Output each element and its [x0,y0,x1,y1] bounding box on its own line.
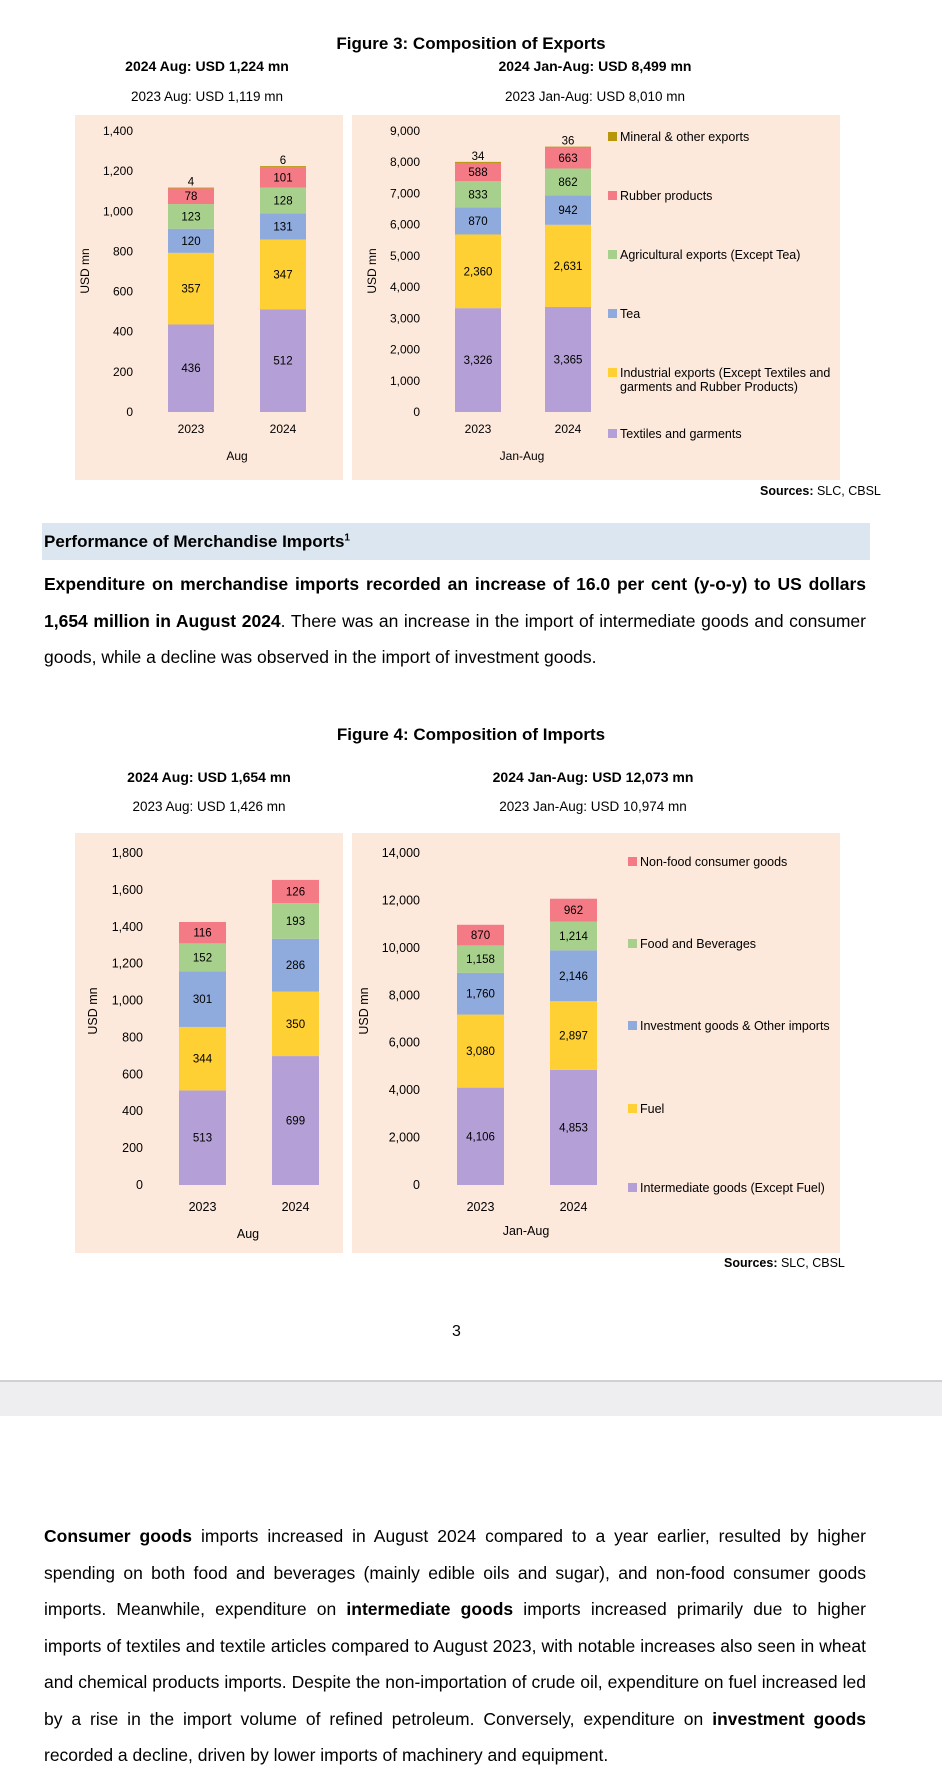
data-label: 152 [192,952,213,965]
data-label: 131 [273,221,293,234]
data-label: 101 [273,172,293,185]
exports-janaug-chart [352,115,840,480]
data-label: 350 [285,1018,306,1031]
data-label: 1,760 [466,988,495,1001]
y-tick-label: 6,000 [388,1035,420,1050]
legend-swatch [608,368,617,377]
data-label: 286 [285,960,306,973]
data-label: 126 [285,886,306,899]
data-label: 870 [468,215,488,228]
section-heading-bar [42,523,870,560]
y-tick-label: 2,000 [389,342,420,357]
data-label: 833 [468,189,488,202]
y-tick-label: 1,800 [111,846,143,860]
x-axis-label: Aug [236,1227,260,1241]
y-tick-label: 800 [122,1030,143,1045]
figure4-sources: Sources: SLC, CBSL [724,1256,845,1270]
x-tick-label: 2024 [269,422,297,436]
y-tick-label: 6,000 [389,217,420,232]
data-label: 2,631 [553,260,583,273]
legend-label: Textiles and garments [620,427,742,441]
data-label: 301 [192,994,213,1007]
data-label: 344 [192,1053,213,1066]
x-tick-label: 2023 [177,422,205,436]
page-separator [0,1380,942,1416]
data-label: 862 [558,176,578,189]
figure3-sources: Sources: SLC, CBSL [760,484,881,498]
y-tick-label: 0 [136,1178,143,1192]
data-label: 36 [561,135,575,148]
x-tick-label: 2023 [466,1200,495,1214]
data-label: 128 [273,195,293,208]
y-tick-label: 1,200 [111,956,143,971]
figure3-left-subheader: 2023 Aug: USD 1,119 mn [130,89,284,104]
data-label: 6 [279,155,287,168]
data-label: 870 [470,930,491,943]
y-tick-label: 400 [122,1104,143,1119]
x-tick-label: 2023 [188,1200,217,1214]
legend-swatch [608,429,617,438]
data-label: 699 [285,1115,306,1128]
y-tick-label: 8,000 [389,155,420,170]
legend-label: Rubber products [620,189,713,203]
y-tick-label: 0 [413,1178,420,1192]
figure4-title: Figure 4: Composition of Imports [336,725,606,744]
legend-item [608,366,850,394]
y-tick-label: 8,000 [388,988,420,1003]
exports-aug-chart [75,115,345,480]
legend-item [628,855,830,869]
data-label: 512 [273,355,293,368]
data-label: 2,360 [463,266,493,279]
y-tick-label: 400 [112,324,133,339]
data-label: 962 [563,905,584,918]
x-tick-label: 2024 [281,1200,310,1214]
legend-swatch [608,309,617,318]
legend-label: Intermediate goods (Except Fuel) [640,1181,825,1195]
data-label: 120 [181,235,201,248]
data-label: 2,146 [559,970,588,983]
legend-item [608,189,850,203]
legend-label: Non-food consumer goods [640,855,788,869]
y-tick-label: 14,000 [381,846,420,860]
y-tick-label: 4,000 [388,1083,420,1098]
legend-swatch [608,250,617,259]
legend-item [628,937,830,951]
data-label: 4,853 [559,1122,588,1135]
data-label: 116 [193,927,212,940]
data-label: 2,897 [559,1030,588,1043]
data-label: 123 [181,211,201,224]
data-label: 3,326 [463,355,493,368]
y-axis-label: USD mn [365,248,379,294]
legend-label: Agricultural exports (Except Tea) [620,248,801,262]
data-label: 942 [558,205,578,218]
legend-item [628,1019,830,1033]
y-tick-label: 1,400 [111,919,143,934]
y-tick-label: 3,000 [389,311,420,326]
y-tick-label: 1,000 [102,204,133,219]
imports-aug-chart [75,833,345,1253]
data-label: 4 [187,176,195,189]
legend-label: Investment goods & Other imports [640,1019,830,1033]
y-tick-label: 9,000 [389,124,420,138]
y-tick-label: 1,400 [102,124,133,138]
y-axis-label: USD mn [78,248,92,294]
y-tick-label: 200 [112,364,133,379]
figure4-left-subheader: 2023 Aug: USD 1,426 mn [132,799,286,814]
y-axis-label: USD mn [357,987,371,1035]
y-tick-label: 12,000 [381,893,420,908]
x-axis-label: Jan-Aug [499,449,545,463]
figure3-left-header: 2024 Aug: USD 1,224 mn [125,58,289,74]
data-label: 436 [181,363,201,376]
y-tick-label: 600 [122,1067,143,1082]
y-tick-label: 10,000 [381,940,420,955]
y-tick-label: 0 [413,405,420,419]
x-tick-label: 2023 [464,422,492,436]
y-tick-label: 1,000 [389,373,420,388]
legend-swatch [628,939,637,948]
y-axis-label: USD mn [86,987,100,1035]
legend-item [628,1102,830,1116]
data-label: 663 [558,153,578,166]
data-label: 78 [184,191,198,204]
page-number: 3 [452,1323,461,1340]
figure4-left-header: 2024 Aug: USD 1,654 mn [127,769,291,785]
y-tick-label: 1,200 [102,164,133,179]
legend-swatch [628,857,637,866]
legend-item [608,427,850,441]
imports-summary-paragraph: Expenditure on merchandise imports recorded an increase of 16.0 per cent (y-o-y) to US dollars 1,654 million in August 2024. There was an increase in the import of intermediate goods and consumer goods, while a decline was observed in the import of investment goods. [44,574,866,667]
legend-label: Fuel [640,1102,665,1116]
data-label: 4,106 [466,1131,495,1144]
data-label: 1,214 [559,930,588,943]
x-tick-label: 2024 [554,422,582,436]
legend-item [608,248,850,262]
imports-detail-paragraph: Consumer goods imports increased in August 2024 compared to a year earlier, resulted by higher spending on both food and beverages (mainly edible oils and sugar), and non-food consumer goods imports. Meanwhile, expenditure on intermediate goods imports increased primarily due to higher imports of textiles and textile articles compared to August 2023, with notable increases also seen in wheat and chemical products imports. Despite the non-importation of crude oil, expenditure on fuel increased led by a rise in the import volume of refined petroleum. Conversely, expenditure on investment goods recorded a decline, driven by lower imports of machinery and equipment. [44,1526,867,1765]
legend-swatch [628,1183,637,1192]
legend-swatch [628,1104,637,1113]
y-tick-label: 2,000 [388,1130,420,1145]
y-tick-label: 1,000 [111,993,143,1008]
figure3-right-header: 2024 Jan-Aug: USD 8,499 mn [498,58,692,74]
data-label: 513 [192,1132,213,1145]
legend-item [608,130,850,144]
data-label: 3,080 [466,1046,495,1059]
y-tick-label: 600 [112,284,133,299]
legend-swatch [608,132,617,141]
legend-swatch [628,1021,637,1030]
y-tick-label: 4,000 [389,280,420,295]
y-tick-label: 200 [122,1141,143,1156]
data-label: 193 [285,915,306,928]
y-tick-label: 800 [112,244,133,259]
data-label: 34 [471,150,485,163]
y-tick-label: 0 [126,405,133,419]
data-label: 3,365 [553,354,583,367]
legend-label: Industrial exports (Except Textiles and garments and Rubber Products) [620,366,831,394]
data-label: 588 [468,167,488,180]
figure4-right-subheader: 2023 Jan-Aug: USD 10,974 mn [499,799,687,814]
section-heading: Performance of Merchandise Imports$^1$ [44,532,350,551]
data-label: 357 [181,283,201,296]
legend-label: Tea [620,307,641,321]
data-label: 1,158 [466,954,495,967]
figure3-right-subheader: 2023 Jan-Aug: USD 8,010 mn [504,89,686,104]
legend-item [608,307,850,321]
figure3-title: Figure 3: Composition of Exports [336,34,606,53]
legend-label: Food and Beverages [640,937,757,951]
chart-background [352,115,840,480]
legend-swatch [608,191,617,200]
legend-item [628,1181,830,1195]
data-label: 347 [273,269,293,282]
legend-label: Mineral & other exports [620,130,750,144]
x-axis-label: Jan-Aug [502,1224,550,1238]
y-tick-label: 5,000 [389,248,420,263]
figure4-right-header: 2024 Jan-Aug: USD 12,073 mn [492,769,694,785]
x-axis-label: Aug [226,449,248,463]
x-tick-label: 2024 [559,1200,588,1214]
y-tick-label: 7,000 [389,186,420,201]
y-tick-label: 1,600 [111,882,143,897]
